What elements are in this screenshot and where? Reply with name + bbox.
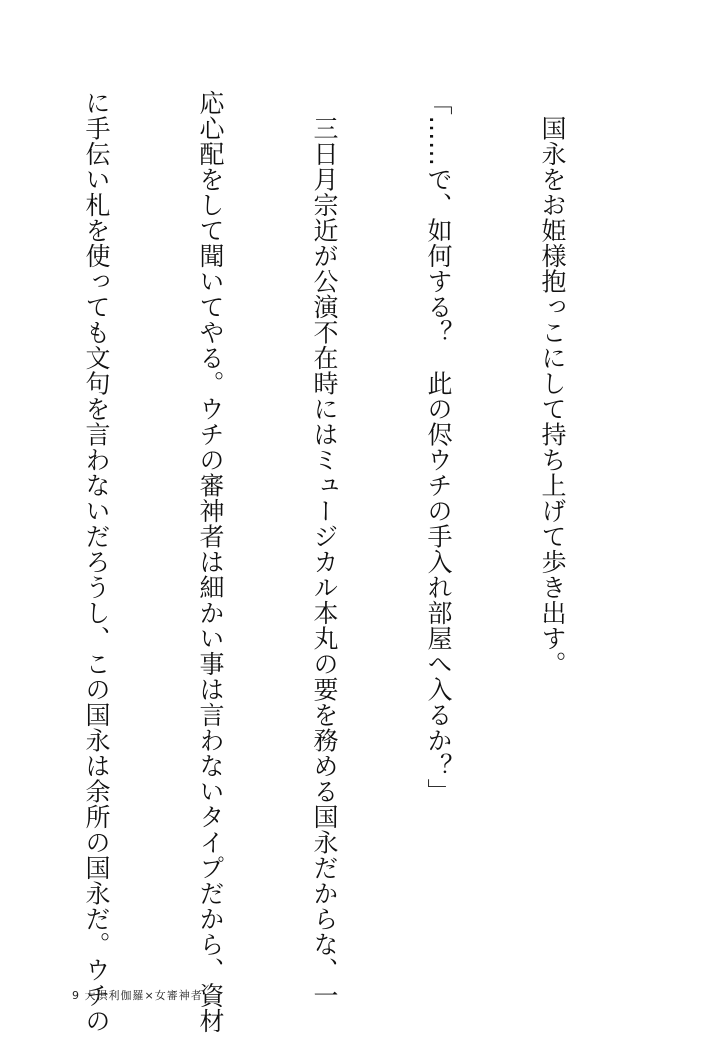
footer-title: 大倶利伽羅×女審神者 [84,989,203,1002]
text-line [0,90,1,960]
text-line: 「……で、如何する？ 此の侭ウチの手入れ部屋へ入るか？」 [424,90,453,804]
page-number: 9 [72,989,80,1002]
text-line: 応心配をして聞いてやる。ウチの審神者は細かい事は言わないタイプだから、資材 [196,90,225,1034]
text-line: 三日月宗近が公演不在時にはミュージカル本丸の要を務める国永だからな、一 [310,90,339,1008]
text-line: 国永をお姫様抱っこにして持ち上げて歩き出す。 [538,90,567,677]
text-line: に手伝い札を使っても文句を言わないだろうし、この国永は余所の国永だ。ウチの [82,90,111,1034]
page-footer [72,987,203,1003]
